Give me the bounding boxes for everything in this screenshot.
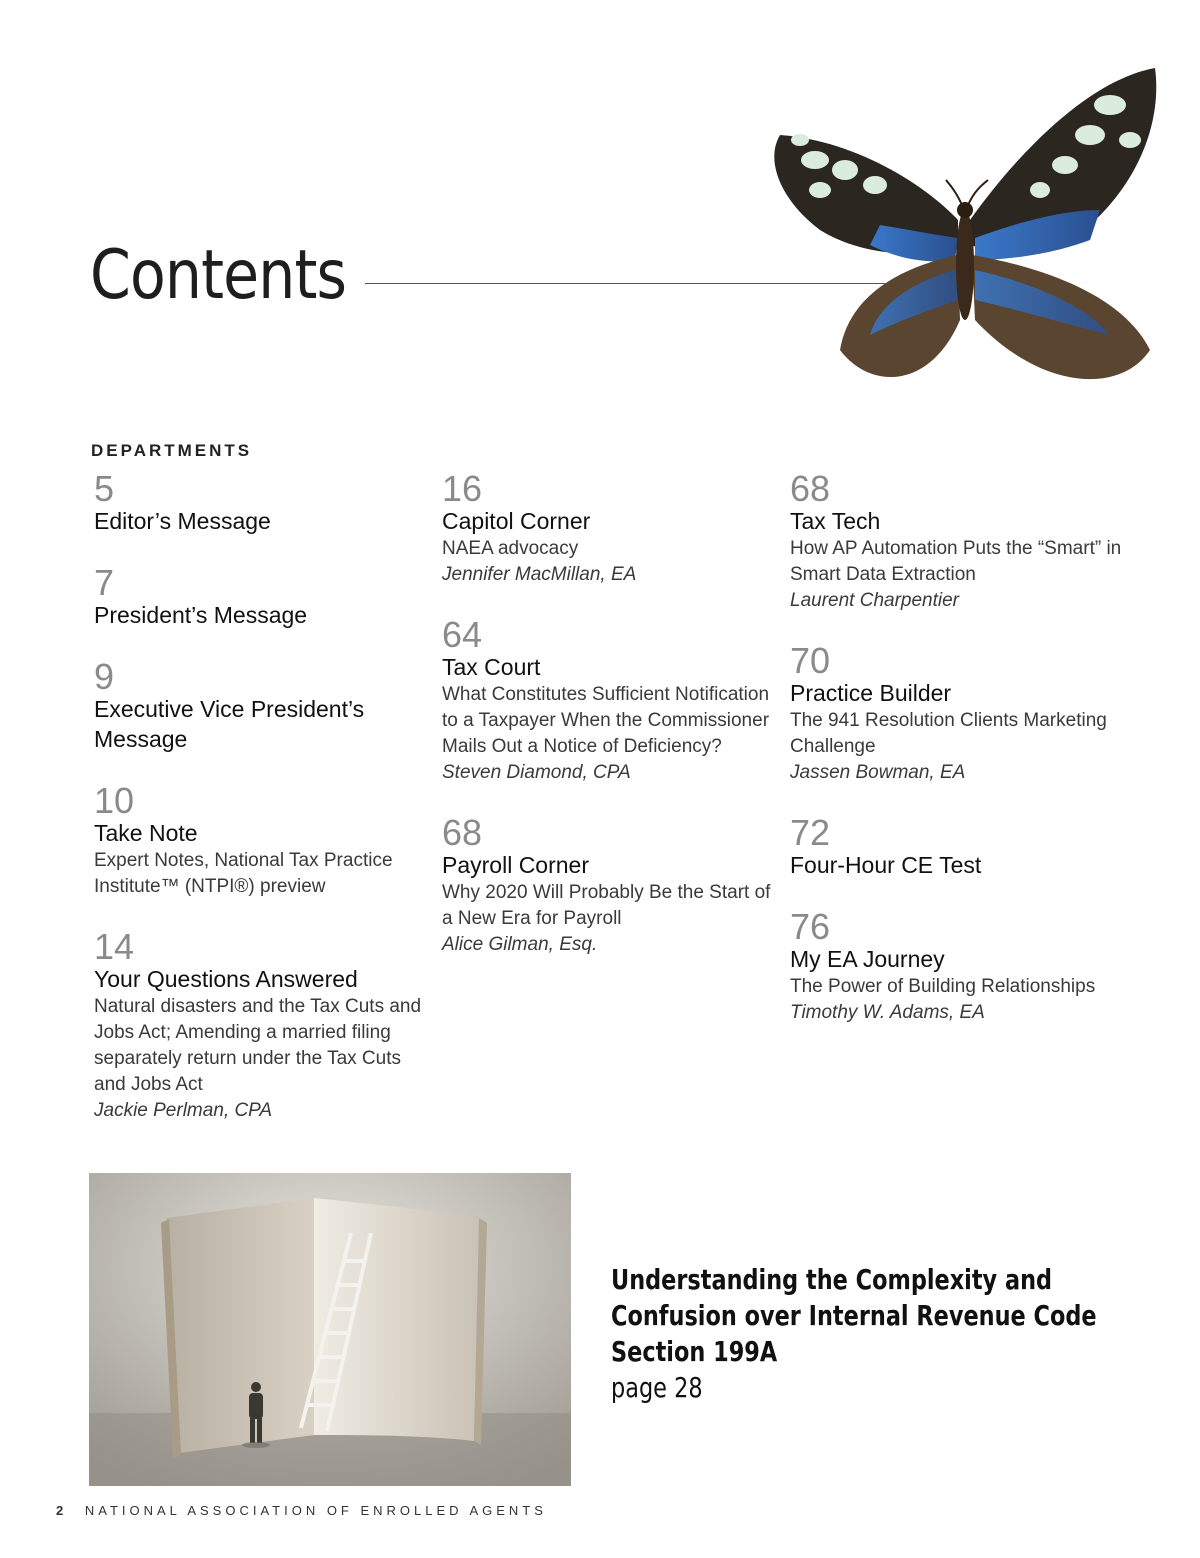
toc-author: Alice Gilman, Esq. <box>442 934 598 955</box>
toc-page-number: 72 <box>790 812 831 853</box>
toc-entry[interactable] <box>790 642 1130 786</box>
toc-entry[interactable] <box>790 470 1130 614</box>
toc-entry[interactable] <box>442 616 772 786</box>
toc-title: Capitol Corner <box>442 508 591 534</box>
toc-description: How AP Automation Puts the “Smart” in Smart Data Extraction <box>790 538 1122 585</box>
footer-publication: NATIONAL ASSOCIATION OF ENROLLED AGENTS <box>84 1503 547 1518</box>
toc-page-number: 16 <box>442 468 483 509</box>
footer-page-number: 2 <box>56 1503 64 1518</box>
toc-description: NAEA advocacy <box>442 538 579 559</box>
toc-description: Expert Notes, National Tax Practice Institute™ (NTPI®) preview <box>94 850 393 897</box>
toc-author: Steven Diamond, CPA <box>442 762 631 783</box>
toc-entry[interactable] <box>94 470 424 536</box>
toc-author: Laurent Charpentier <box>790 590 959 611</box>
toc-description: Natural disasters and the Tax Cuts and Jobs Act; Amending a married filing separately return under the Tax Cuts and Jobs Act <box>94 996 422 1095</box>
toc-page-number: 7 <box>94 562 115 603</box>
toc-entry[interactable] <box>442 814 772 958</box>
toc-title: Four-Hour CE Test <box>790 852 982 878</box>
toc-author: Jassen Bowman, EA <box>790 762 966 783</box>
butterfly-image <box>760 60 1165 410</box>
toc-entry[interactable] <box>94 658 424 754</box>
feature-page-label: page 28 <box>611 1371 703 1404</box>
toc-entry[interactable] <box>790 908 1130 1026</box>
toc-entry[interactable] <box>790 814 1130 880</box>
toc-entry[interactable] <box>442 470 772 588</box>
toc-title: Executive Vice President’s Message <box>94 696 365 752</box>
toc-title: My EA Journey <box>790 946 945 972</box>
feature-book-ladder-image <box>89 1173 571 1486</box>
toc-page-number: 68 <box>790 468 831 509</box>
feature-title: Understanding the Complexity and Confusion over Internal Revenue Code Section 199A <box>611 1263 1097 1368</box>
toc-description: The 941 Resolution Clients Marketing Challenge <box>790 710 1107 757</box>
toc-description: What Constitutes Sufficient Notification to a Taxpayer When the Commissioner Mails Out a Notice of Deficiency? <box>442 684 770 757</box>
toc-page-number: 10 <box>94 780 135 821</box>
toc-title: Editor’s Message <box>94 508 271 534</box>
toc-title: Tax Tech <box>790 508 881 534</box>
toc-column-2 <box>442 470 772 986</box>
toc-page-number: 68 <box>442 812 483 853</box>
toc-entry[interactable] <box>94 928 424 1124</box>
toc-title: Tax Court <box>442 654 541 680</box>
toc-author: Timothy W. Adams, EA <box>790 1002 985 1023</box>
page-footer <box>56 1503 547 1518</box>
toc-title: Payroll Corner <box>442 852 589 878</box>
toc-page-number: 9 <box>94 656 115 697</box>
departments-heading: DEPARTMENTS <box>91 441 253 460</box>
toc-title: Take Note <box>94 820 198 846</box>
feature-callout[interactable] <box>611 1262 1151 1406</box>
toc-column-3 <box>790 470 1130 1054</box>
toc-page-number: 76 <box>790 906 831 947</box>
toc-page-number: 5 <box>94 468 115 509</box>
toc-column-1 <box>94 470 424 1152</box>
toc-description: Why 2020 Will Probably Be the Start of a New Era for Payroll <box>442 882 771 929</box>
toc-description: The Power of Building Relationships <box>790 976 1096 997</box>
toc-entry[interactable] <box>94 782 424 900</box>
toc-author: Jennifer MacMillan, EA <box>442 564 637 585</box>
toc-title: Practice Builder <box>790 680 952 706</box>
toc-author: Jackie Perlman, CPA <box>94 1100 273 1121</box>
toc-page-number: 70 <box>790 640 831 681</box>
toc-entry[interactable] <box>94 564 424 630</box>
toc-page-number: 14 <box>94 926 135 967</box>
toc-title: Your Questions Answered <box>94 966 358 992</box>
page-title: Contents <box>90 236 347 315</box>
toc-title: President’s Message <box>94 602 308 628</box>
toc-page-number: 64 <box>442 614 483 655</box>
